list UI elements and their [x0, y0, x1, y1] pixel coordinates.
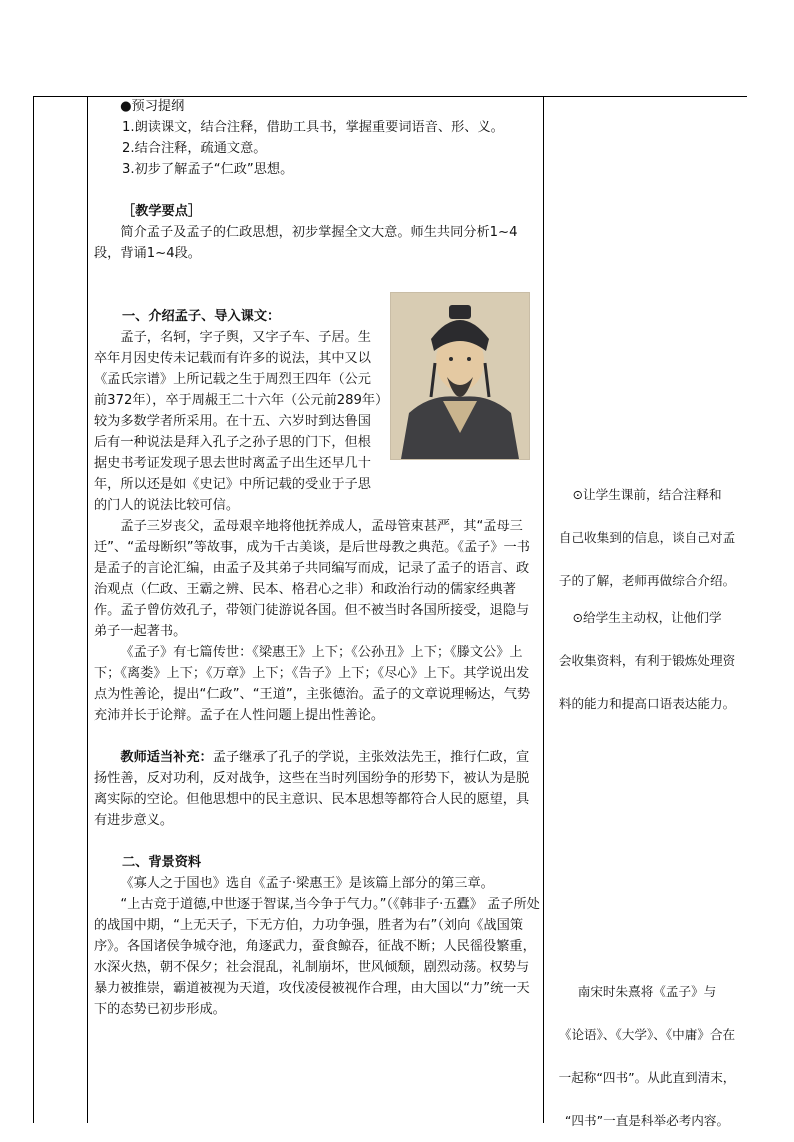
mencius-portrait-image — [390, 292, 530, 460]
main-content — [94, 96, 542, 1020]
side-note-3-line-3: 一起称“四书”。从此直到清末， — [558, 1070, 736, 1085]
mencius-portrait-drawing — [391, 293, 529, 459]
side-note-2 — [548, 596, 746, 725]
side-note-3 — [548, 970, 746, 1142]
side-note-1-line-2: 自己收集到的信息，谈自己对孟 — [558, 530, 736, 545]
side-note-1 — [548, 473, 746, 602]
preview-item-1: 1.朗读课文，结合注释，借助工具书，掌握重要词语音、形、义。 — [122, 120, 504, 135]
preview-item-3: 3.初步了解孟子“仁政”思想。 — [122, 162, 294, 177]
table-column-divider-2 — [543, 96, 544, 1123]
side-note-2-line-2: 会收集资料，有利于锻炼处理资 — [558, 653, 736, 668]
section1-para-2: 孟子三岁丧父，孟母艰辛地将他抚养成人，孟母管束甚严，其“孟母三迁”、“孟母断织”等故事，成为千古美谈，是后世母教之典范。《孟子》一书是孟子的言论汇编，由孟子及其弟子共同编写而成，记录了孟子的语言、政治观点（仁政、王霸之辨、民本、格君心之非）和政治行动的儒家经典著作。孟子曾仿效孔子，带领门徒游说各国。但不被当时各国所接受，退隐与弟子一起著书。 — [94, 519, 530, 639]
key-points-heading: ［教学要点］ — [122, 204, 202, 219]
section1-heading: 一、介绍孟子、导入课文： — [122, 309, 281, 324]
section1-para-3: 《孟子》有七篇传世：《梁惠王》上下；《公孙丑》上下；《滕文公》上下；《离娄》上下；《万章》上下；《告子》上下；《尽心》上下。其学说出发点为性善论，提出“仁政”、“王道”，主张德治。孟子的文章说理畅达，气势充沛并长于论辩。孟子在人性问题上提出性善论。 — [94, 645, 531, 723]
section1-para-1: 孟子，名轲，字子舆，又字子车、子居。生卒年月因史传未记载而有许多的说法，其中又以《孟氏宗谱》上所记载之生于周烈王四年（公元前372年），卒于周赧王二十六年（公元前289年）较为多数学者所采用。在十五、六岁时到达鲁国后有一种说法是拜入孔子之孙子思的门下，但根据史书考证发现子思去世时离孟子出生还早几十年，所以还是如《史记》中所记载的受业于子思的门人的说法比较可信。 — [94, 330, 382, 513]
section2-para-2: “上古竞于道德,中世逐于智谋,当今争于气力。”（《韩非子·五蠹》 孟子所处的战国中期，“上无天子，下无方伯，力功争强，胜者为右”（刘向《战国策序》。各国诸侯争城夺池，角逐武力，蚕食鲸吞，征战不断；人民徭役繁重，水深火热，朝不保夕；社会混乱，礼制崩坏，世风倾颓，剧烈动荡。权势与暴力被推崇，霸道被视为天道，攻伐凌侵被视作合理，由大国以“力”统一天下的态势已初步形成。 — [94, 897, 540, 1017]
section2-heading: 二、背景资料 — [122, 855, 202, 870]
side-note-3-line-1: 南宋时朱熹将《孟子》与 — [577, 984, 717, 999]
side-note-2-line-1: ⊙给学生主动权，让他们学 — [572, 610, 722, 625]
key-points-text: 简介孟子及孟子的仁政思想，初步掌握全文大意。师生共同分析1~4段，背诵1~4段。 — [94, 225, 518, 261]
teacher-supplement-text: 孟子继承了孔子的学说，主张效法先王，推行仁政，宣扬性善，反对功利，反对战争，这些在当时列国纷争的形势下，被认为是脱离实际的空论。但他思想中的民主意识、民本思想等都符合人民的愿望，具有进步意义。 — [94, 750, 530, 828]
teacher-supplement — [94, 747, 542, 831]
side-note-1-line-3: 子的了解，老师再做综合介绍。 — [558, 573, 736, 588]
side-note-2-line-3: 料的能力和提高口语表达能力。 — [558, 696, 736, 711]
side-note-1-line-1: ⊙让学生课前，结合注释和 — [572, 487, 722, 502]
preview-item-2: 2.结合注释，疏通文意。 — [122, 141, 267, 156]
preview-heading: ●预习提纲 — [120, 99, 185, 114]
section2-para-1: 《寡人之于国也》选自《孟子·梁惠王》是该篇上部分的第三章。 — [120, 876, 494, 891]
side-note-3-line-4: “四书”一直是科举必考内容。 — [564, 1113, 730, 1128]
side-note-3-line-2: 《论语》、《大学》、《中庸》合在 — [558, 1027, 736, 1042]
teacher-supplement-label: 教师适当补充： — [120, 750, 213, 765]
table-left-border — [33, 96, 34, 1123]
table-column-divider-1 — [87, 96, 88, 1123]
